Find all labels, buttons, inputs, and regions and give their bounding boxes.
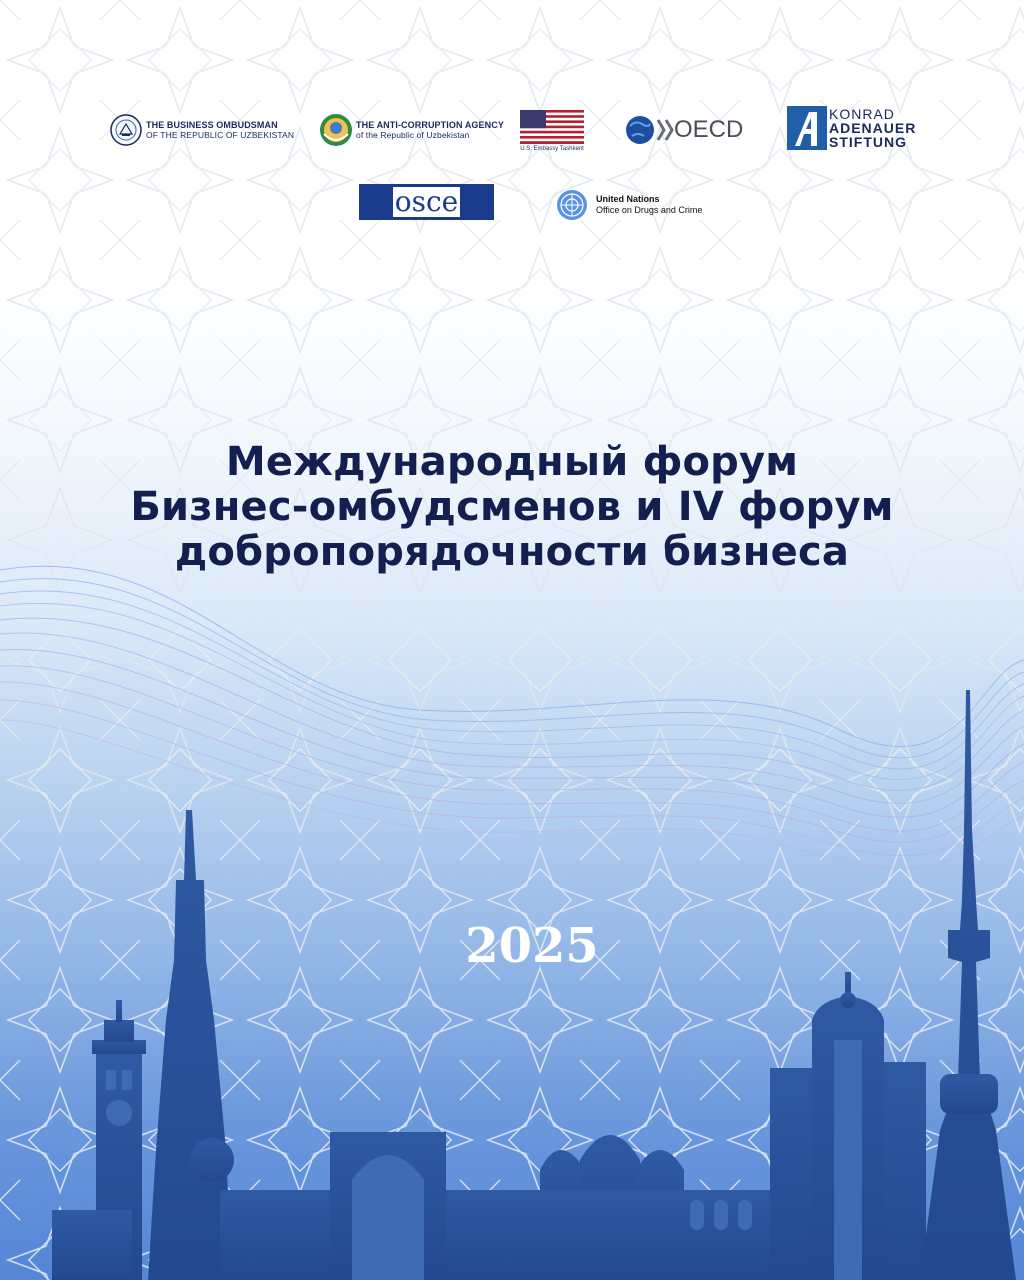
kas-a-mark-icon: [787, 106, 827, 150]
title-line-3: добропорядочности бизнеса: [174, 529, 850, 575]
osce-letters: [393, 187, 460, 217]
uzbekistan-emblem-icon: [318, 112, 354, 148]
konrad-adenauer-stiftung-logo: [787, 106, 916, 150]
unodc-logo: [552, 187, 702, 223]
ombudsman-name: THE BUSINESS OMBUDSMAN: [146, 120, 278, 130]
business-ombudsman-logo: [110, 114, 294, 146]
event-year: 2025: [465, 918, 599, 974]
ombudsman-emblem-icon: [110, 114, 142, 146]
anticorruption-subtitle: of the Republic of Uzbekistan: [356, 130, 470, 140]
oecd-globe-icon: [624, 112, 676, 148]
anticorruption-name: THE ANTI-CORRUPTION AGENCY: [356, 120, 504, 130]
us-flag-icon: [520, 110, 584, 144]
tashkent-skyline-silhouette: [0, 680, 1024, 1280]
oecd-text: OECD: [674, 116, 744, 143]
us-embassy-logo: [520, 110, 584, 152]
osce-text: osce: [394, 185, 459, 218]
us-embassy-caption: U.S. Embassy Tashkent: [520, 146, 584, 152]
un-emblem-icon: [552, 187, 592, 223]
unodc-line1: United Nations: [596, 194, 660, 204]
title-line-1: Международный форум: [225, 439, 799, 485]
anti-corruption-agency-logo: [318, 112, 504, 148]
ombudsman-subtitle: OF THE REPUBLIC OF UZBEKISTAN: [146, 130, 295, 140]
unodc-line2: Office on Drugs and Crime: [596, 205, 703, 215]
title-line-2: Бизнес-омбудсменов и IV форум: [130, 484, 894, 530]
oecd-logo: [624, 112, 743, 148]
osce-logo: [359, 184, 494, 220]
kas-line2: ADENAUER: [829, 120, 917, 136]
forum-title: [0, 440, 1024, 575]
kas-line3: STIFTUNG: [829, 134, 907, 150]
kas-line1: KONRAD: [829, 106, 895, 122]
